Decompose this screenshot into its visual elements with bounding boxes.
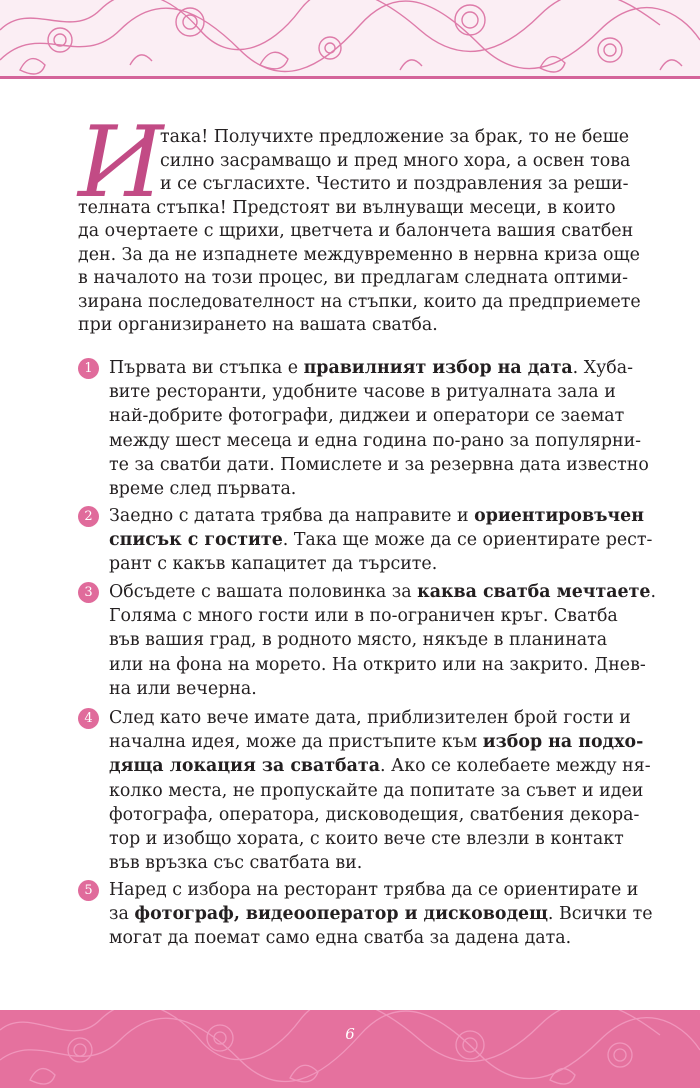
item-line: рант с какъв капацитет да търсите.: [109, 554, 438, 575]
step-number-badge: 1: [78, 358, 99, 379]
swirl-ornament: [0, 1010, 700, 1088]
item-line: във връзка със сватбата ви.: [109, 853, 363, 874]
intro-paragraph: [78, 106, 641, 338]
swirl-ornament: [0, 0, 700, 78]
item-line: След като вече имате дата, приблизителен брой гости и: [109, 708, 631, 728]
item-line: списък с гостите. Така ще може да се ориентирате рест-: [109, 530, 653, 551]
item-line: време след първата.: [109, 478, 297, 499]
list-item: [78, 504, 653, 577]
item-line: най-добрите фотографи, диджеи и оператори се заемат: [109, 406, 625, 427]
step-number-badge: 5: [78, 880, 99, 901]
page-number: 6: [345, 1025, 355, 1043]
drop-cap: И: [78, 106, 164, 220]
item-line: начална идея, може да пристъпите към избор на подхо-: [109, 732, 644, 753]
header-ornament-band: [0, 0, 700, 78]
step-number-badge: 2: [78, 506, 99, 527]
intro-line: телната стъпка! Предстоят ви вълнуващи месеци, в които: [78, 197, 616, 218]
intro-line: да очертаете с щрихи, цветчета и балончета вашия сватбен: [78, 221, 634, 241]
intro-line: силно засрамващо и пред много хора, а освен това: [160, 150, 631, 171]
item-line: Обсъдете с вашата половинка за каква сватба мечтаете.: [109, 582, 656, 602]
intro-line: така! Получихте предложение за брак, то не беше: [160, 127, 630, 147]
list-item: [78, 878, 653, 951]
item-line: те за сватби дати. Помислете и за резервна дата известно: [109, 454, 649, 475]
step-number-badge: 3: [78, 582, 99, 603]
intro-line: и се съгласихте. Честито и поздравления за реши-: [160, 174, 629, 194]
item-line: вите ресторанти, удобните часове в ритуалната зала и: [109, 382, 616, 403]
step-number-badge: 4: [78, 708, 99, 729]
item-line: за фотограф, видеооператор и дисководещ. Всички те: [109, 904, 653, 925]
item-line: дяща локация за сватбата. Ако се колебаете между ня-: [109, 756, 651, 777]
item-line: колко места, не пропускайте да попитате за съвет и идеи: [109, 780, 644, 801]
item-line: могат да поемат само една сватба за дадена дата.: [109, 928, 572, 949]
intro-line: ден. За да не изпаднете междувременно в нервна криза още: [78, 244, 640, 265]
list-item: [78, 356, 649, 501]
footer-ornament-band: [0, 1010, 700, 1088]
item-line: фотографа, оператора, дисководещия, сватбения декора-: [109, 804, 640, 825]
item-line: тор и изобщо хората, с които вече сте влезли в контакт: [109, 828, 624, 849]
item-line: или на фона на морето. На открито или на закрито. Днев-: [109, 654, 646, 675]
list-item: [78, 580, 656, 701]
intro-line: зирана последователност на стъпки, които да предприемете: [78, 291, 641, 312]
item-line: Наред с избора на ресторант трябва да се ориентирате и: [109, 880, 639, 900]
item-line: между шест месеца и една година по-рано за популярни-: [109, 430, 642, 451]
item-line: Първата ви стъпка е правилният избор на дата. Хуба-: [109, 358, 634, 378]
header-rule: [0, 76, 700, 79]
intro-line: при организирането на вашата сватба.: [78, 315, 438, 335]
list-item: [78, 706, 651, 875]
item-line: Заедно с датата трябва да направите и ориентировъчен: [109, 506, 644, 526]
item-line: във вашия град, в родното място, някъде в планината: [109, 630, 608, 651]
item-line: на или вечерна.: [109, 678, 257, 699]
item-line: Голяма с много гости или в по-ограничен кръг. Сватба: [109, 606, 618, 627]
intro-line: в началото на този процес, ви предлагам следната оптими-: [78, 268, 629, 288]
